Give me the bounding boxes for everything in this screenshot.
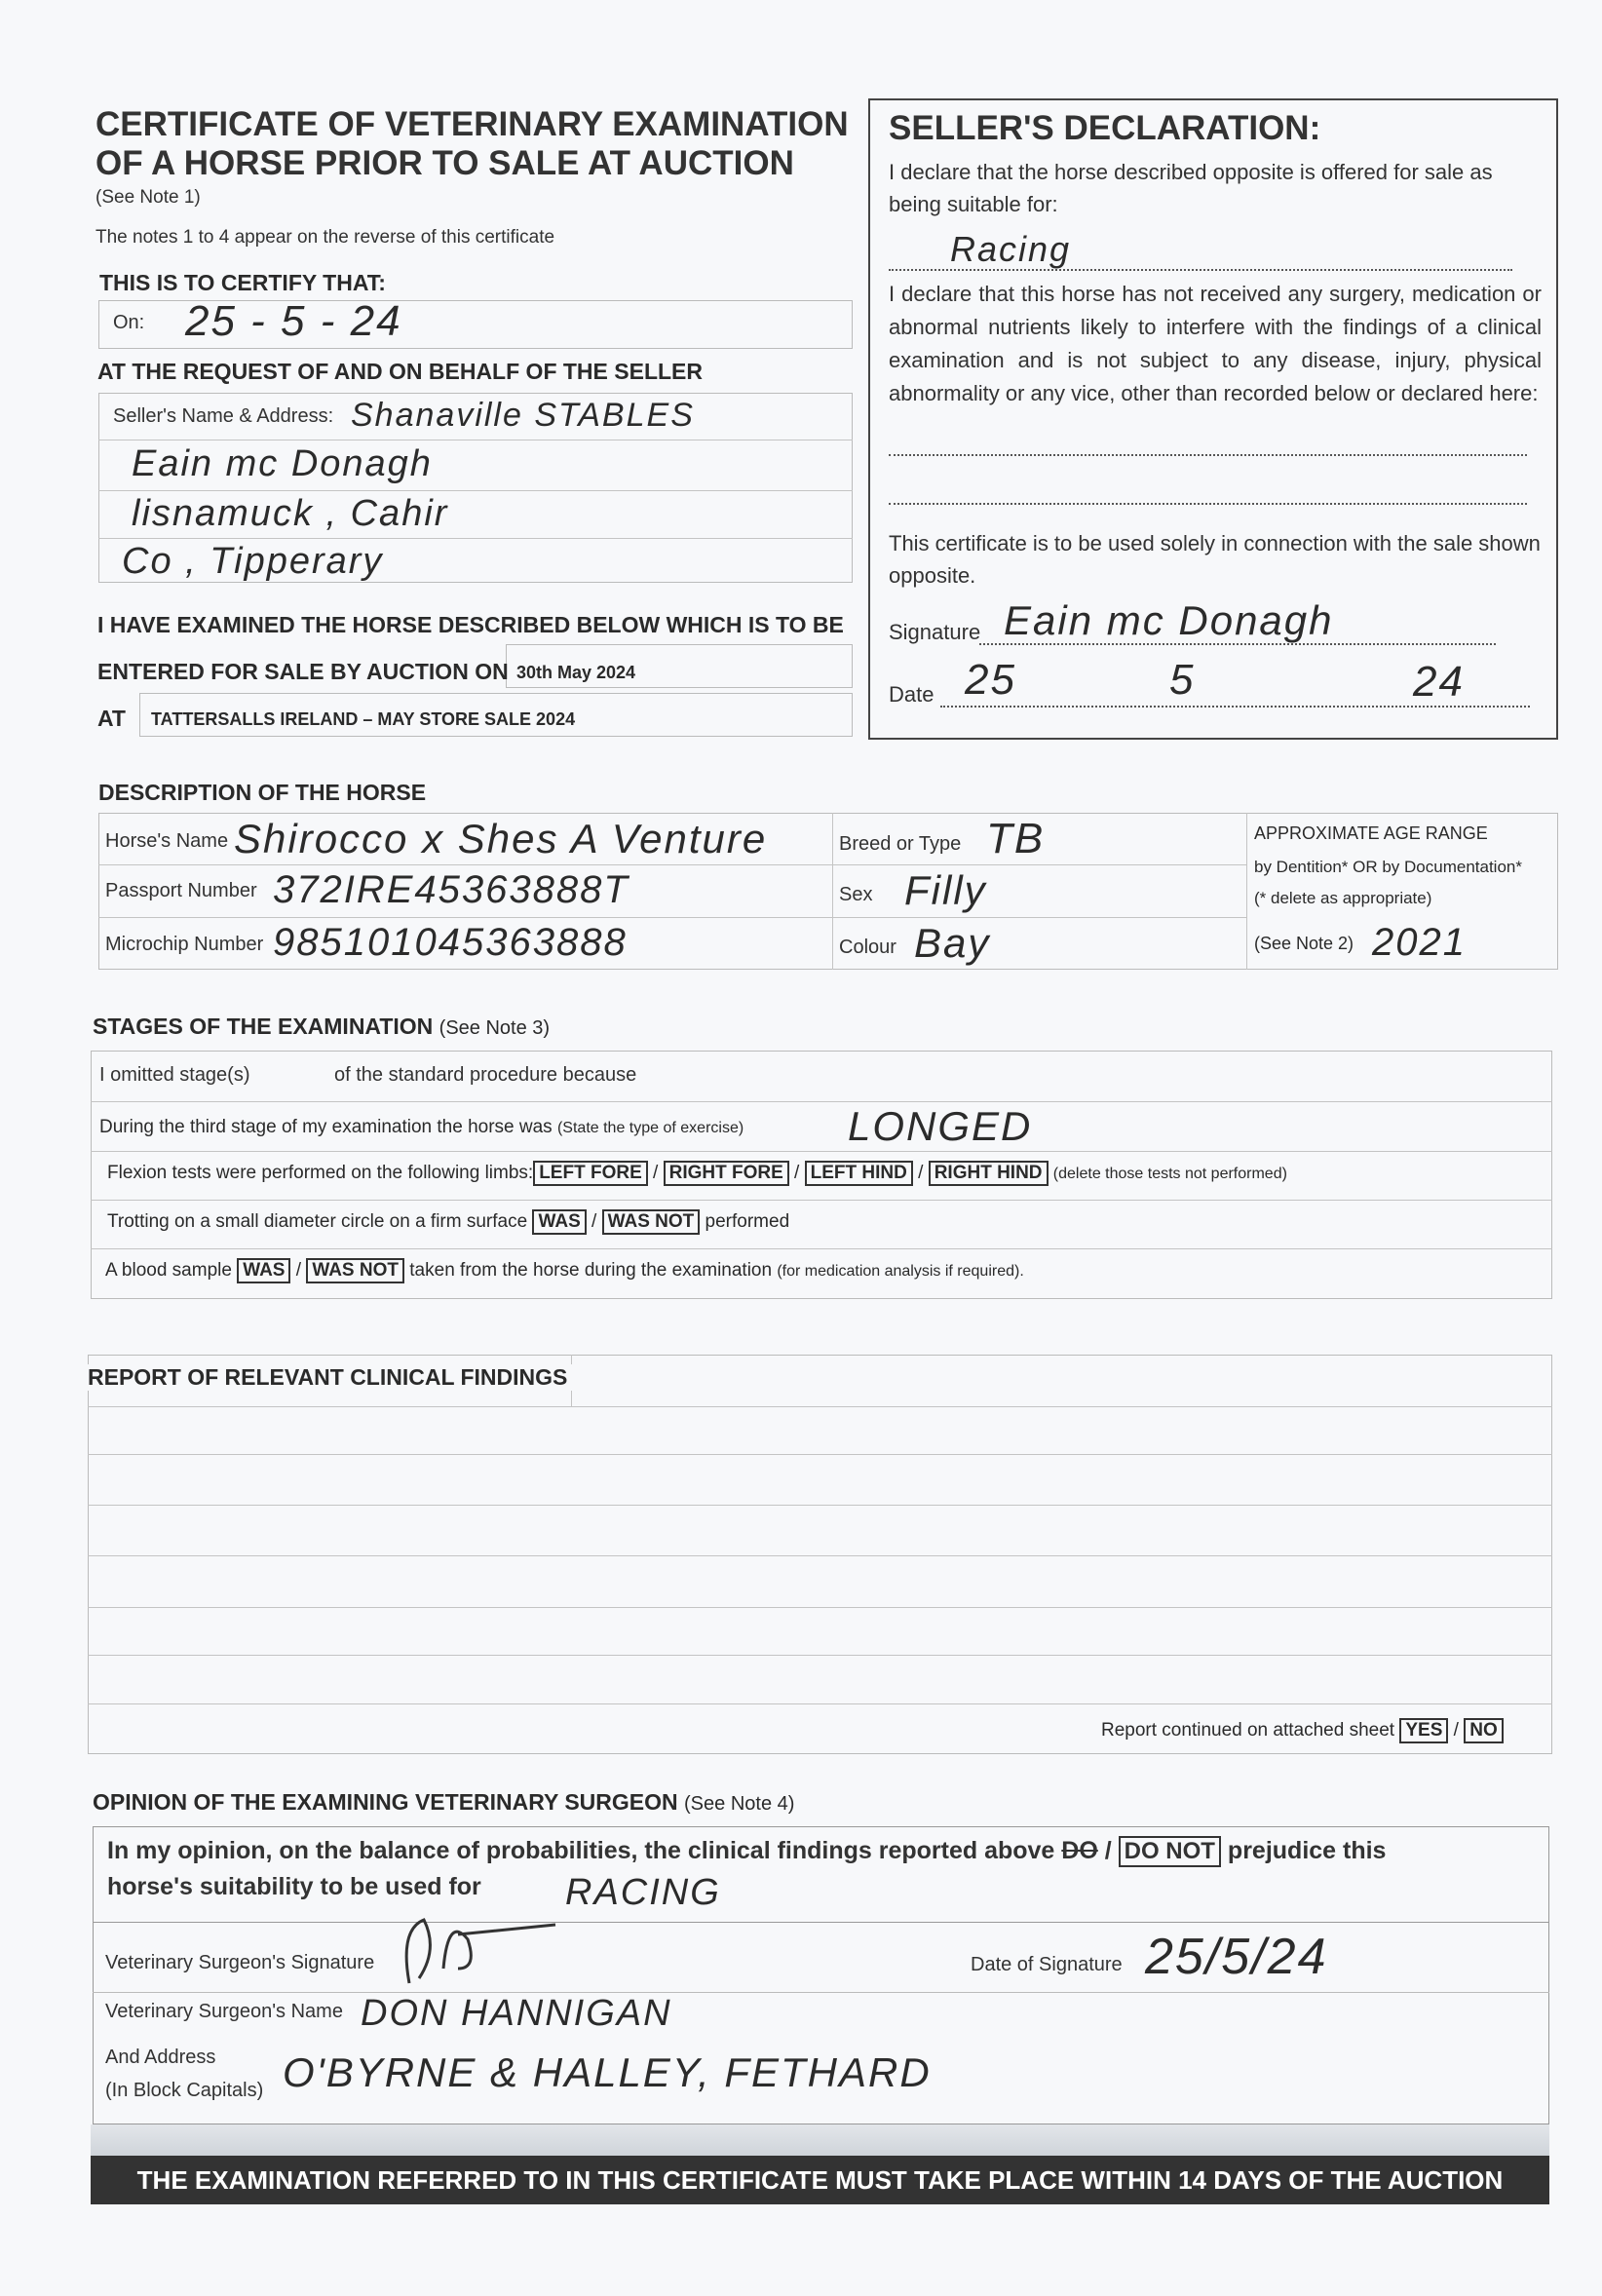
limb-right-fore[interactable]: RIGHT FORE xyxy=(664,1161,789,1186)
on-value: 25 - 5 - 24 xyxy=(185,297,402,345)
report-heading: REPORT OF RELEVANT CLINICAL FINDINGS xyxy=(88,1364,577,1391)
seller-line: Shanaville STABLES xyxy=(351,397,695,434)
limb-left-hind[interactable]: LEFT HIND xyxy=(805,1161,913,1186)
at-value: TATTERSALLS IRELAND – MAY STORE SALE 2024 xyxy=(151,709,576,729)
age-value: 2021 xyxy=(1372,921,1467,964)
stages-heading: STAGES OF THE EXAMINATION (See Note 3) xyxy=(93,1014,551,1039)
address-sub-label: (In Block Capitals) xyxy=(105,2080,264,2101)
third-stage-value: LONGED xyxy=(848,1103,1033,1149)
seller-line: lisnamuck , Cahir xyxy=(132,493,449,534)
passport-value: 372IRE45363888T xyxy=(273,868,629,911)
opinion-text-a: In my opinion, on the balance of probabilities, the clinical findings reported above DO / DO NOT prejudice this xyxy=(107,1836,1386,1867)
address-label: And Address xyxy=(105,2047,216,2068)
report-continued: Report continued on attached sheet YES / NO xyxy=(1101,1718,1504,1743)
breed-value: TB xyxy=(986,815,1046,862)
vet-name-label: Veterinary Surgeon's Name xyxy=(105,2001,343,2022)
limb-left-fore[interactable]: LEFT FORE xyxy=(533,1161,648,1186)
seller-label: Seller's Name & Address: xyxy=(113,405,334,427)
colour-label: Colour xyxy=(839,937,896,958)
gray-band xyxy=(91,2124,1549,2156)
date-label: Date xyxy=(889,682,934,707)
vet-signature xyxy=(390,1910,585,1988)
request-heading: AT THE REQUEST OF AND ON BEHALF OF THE SELLER xyxy=(97,359,703,384)
date-of-signature-label: Date of Signature xyxy=(971,1954,1123,1975)
title-line-1: CERTIFICATE OF VETERINARY EXAMINATION xyxy=(95,105,849,143)
opinion-heading: OPINION OF THE EXAMINING VETERINARY SURGEON (See Note 4) xyxy=(93,1789,795,1815)
age-note: (See Note 2) xyxy=(1254,934,1354,953)
at-label: AT xyxy=(97,706,126,731)
signature-value: Eain mc Donagh xyxy=(1004,597,1334,643)
date-year: 24 xyxy=(1413,658,1465,706)
declaration-text-3: This certificate is to be used solely in connection with the sale shown opposite. xyxy=(889,531,1541,588)
seller-line: Eain mc Donagh xyxy=(132,443,433,484)
blood-was[interactable]: WAS xyxy=(237,1258,290,1283)
declaration-text-2: I declare that this horse has not received any surgery, medication or abnormal nutrients likely to interfere with the findings of a clinical examination and is not subject to any disease, injury, physical abnormality or any vice, other than recorded below or declared here: xyxy=(889,282,1542,405)
certify-heading: THIS IS TO CERTIFY THAT: xyxy=(99,270,386,295)
vet-name-value: DON HANNIGAN xyxy=(361,1993,672,2034)
age-delete: (* delete as appropriate) xyxy=(1254,889,1432,907)
horse-name-label: Horse's Name xyxy=(105,830,229,852)
report-box[interactable] xyxy=(88,1355,1552,1754)
date-month: 5 xyxy=(1169,656,1196,704)
age-by: by Dentition* OR by Documentation* xyxy=(1254,858,1522,876)
trotting-was[interactable]: WAS xyxy=(532,1209,586,1235)
examined-text: I HAVE EXAMINED THE HORSE DESCRIBED BELOW WHICH IS TO BE xyxy=(97,612,844,637)
omitted-label-a: I omitted stage(s) xyxy=(99,1064,250,1086)
microchip-label: Microchip Number xyxy=(105,934,264,955)
signature-label: Signature xyxy=(889,620,981,644)
entered-value: 30th May 2024 xyxy=(516,663,636,682)
opinion-do[interactable]: DO xyxy=(1061,1837,1098,1864)
sex-label: Sex xyxy=(839,884,873,905)
opinion-text-c: horse's suitability to be used for xyxy=(107,1873,481,1900)
flexion-row: Flexion tests were performed on the following limbs: LEFT FORE / RIGHT FORE / LEFT HIND / RIGHT HIND (delete those tests not performed) xyxy=(107,1161,1287,1186)
date-of-signature-value: 25/5/24 xyxy=(1145,1929,1328,1985)
passport-label: Passport Number xyxy=(105,880,257,901)
entered-label: ENTERED FOR SALE BY AUCTION ON xyxy=(97,659,509,684)
declared-line-1 xyxy=(889,437,1527,456)
limb-right-hind[interactable]: RIGHT HIND xyxy=(929,1161,1049,1186)
description-heading: DESCRIPTION OF THE HORSE xyxy=(98,780,427,805)
horse-name-value: Shirocco x Shes A Venture xyxy=(234,816,768,861)
on-label: On: xyxy=(113,312,145,333)
colour-value: Bay xyxy=(914,920,991,966)
blood-was-not[interactable]: WAS NOT xyxy=(306,1258,404,1283)
title-line-2: OF A HORSE PRIOR TO SALE AT AUCTION xyxy=(95,144,794,182)
declaration-text-1: I declare that the horse described opposite is offered for sale as being suitable for: xyxy=(889,160,1493,216)
seller-line: Co , Tipperary xyxy=(122,541,384,582)
notes-text: The notes 1 to 4 appear on the reverse of this certificate xyxy=(95,227,555,248)
see-note-1: (See Note 1) xyxy=(95,187,201,208)
opinion-used-for: RACING xyxy=(565,1872,721,1913)
declaration-title: SELLER'S DECLARATION: xyxy=(889,109,1321,147)
suitable-for-value: Racing xyxy=(950,229,1072,269)
declared-line-2 xyxy=(889,485,1527,505)
blood-row: A blood sample WAS / WAS NOT taken from the horse during the examination (for medication analysis if required). xyxy=(105,1258,1024,1283)
trotting-row: Trotting on a small diameter circle on a firm surface WAS / WAS NOT performed xyxy=(107,1209,789,1235)
trotting-was-not[interactable]: WAS NOT xyxy=(602,1209,701,1235)
continued-no[interactable]: NO xyxy=(1464,1718,1504,1743)
age-heading: APPROXIMATE AGE RANGE xyxy=(1254,823,1488,843)
banner: THE EXAMINATION REFERRED TO IN THIS CERTIFICATE MUST TAKE PLACE WITHIN 14 DAYS OF THE AUCTION xyxy=(91,2156,1549,2204)
address-value: O'BYRNE & HALLEY, FETHARD xyxy=(283,2049,932,2095)
omitted-label-b: of the standard procedure because xyxy=(334,1064,637,1086)
breed-label: Breed or Type xyxy=(839,833,962,855)
sex-value: Filly xyxy=(904,867,987,913)
opinion-do-not[interactable]: DO NOT xyxy=(1119,1836,1221,1867)
vet-signature-label: Veterinary Surgeon's Signature xyxy=(105,1952,375,1973)
third-stage-label: During the third stage of my examination the horse was (State the type of exercise) xyxy=(99,1117,744,1137)
date-day: 25 xyxy=(965,656,1016,704)
microchip-value: 985101045363888 xyxy=(273,921,628,964)
continued-yes[interactable]: YES xyxy=(1399,1718,1448,1743)
